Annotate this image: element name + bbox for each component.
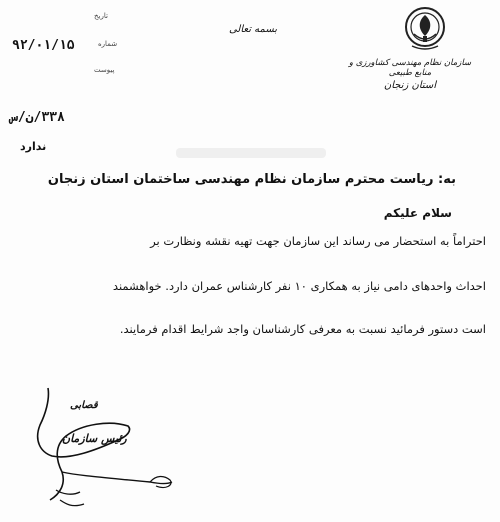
number-value: ۳۳۸/ن/س <box>10 110 65 125</box>
organization-province: استان زنجان <box>383 80 437 91</box>
number-label: شماره <box>98 40 118 48</box>
basmala: بسمه تعالی <box>228 24 278 35</box>
attachment-label: پیوست <box>94 66 115 74</box>
signatory-name: قصابی <box>70 400 98 411</box>
scan-smudge <box>176 148 326 158</box>
greeting: سلام علیکم <box>383 206 452 220</box>
body-line: است دستور فرمائید نسبت به معرفی کارشناسان واجد شرایط اقدام فرمایند. <box>119 322 486 336</box>
date-value: ۹۲/۰۱/۱۵ <box>12 38 75 53</box>
signatory-title: رئیس سازمان <box>62 432 127 445</box>
organization-name: سازمان نظام مهندسی کشاورزی و منابع طبیعی <box>348 58 472 78</box>
date-label: تاریخ <box>94 12 108 20</box>
organization-logo-icon <box>404 6 446 52</box>
recipient-line: به: ریاست محترم سازمان نظام مهندسی ساختمان استان زنجان <box>47 172 456 187</box>
attachment-value: ندارد <box>20 140 47 153</box>
body-line: احتراماً به استحضار می رساند این سازمان جهت تهیه نقشه ونظارت بر <box>150 234 486 248</box>
body-line: احداث واحدهای دامی نیاز به همکاری ۱۰ نفر کارشناس عمران دارد. خواهشمند <box>112 279 486 293</box>
